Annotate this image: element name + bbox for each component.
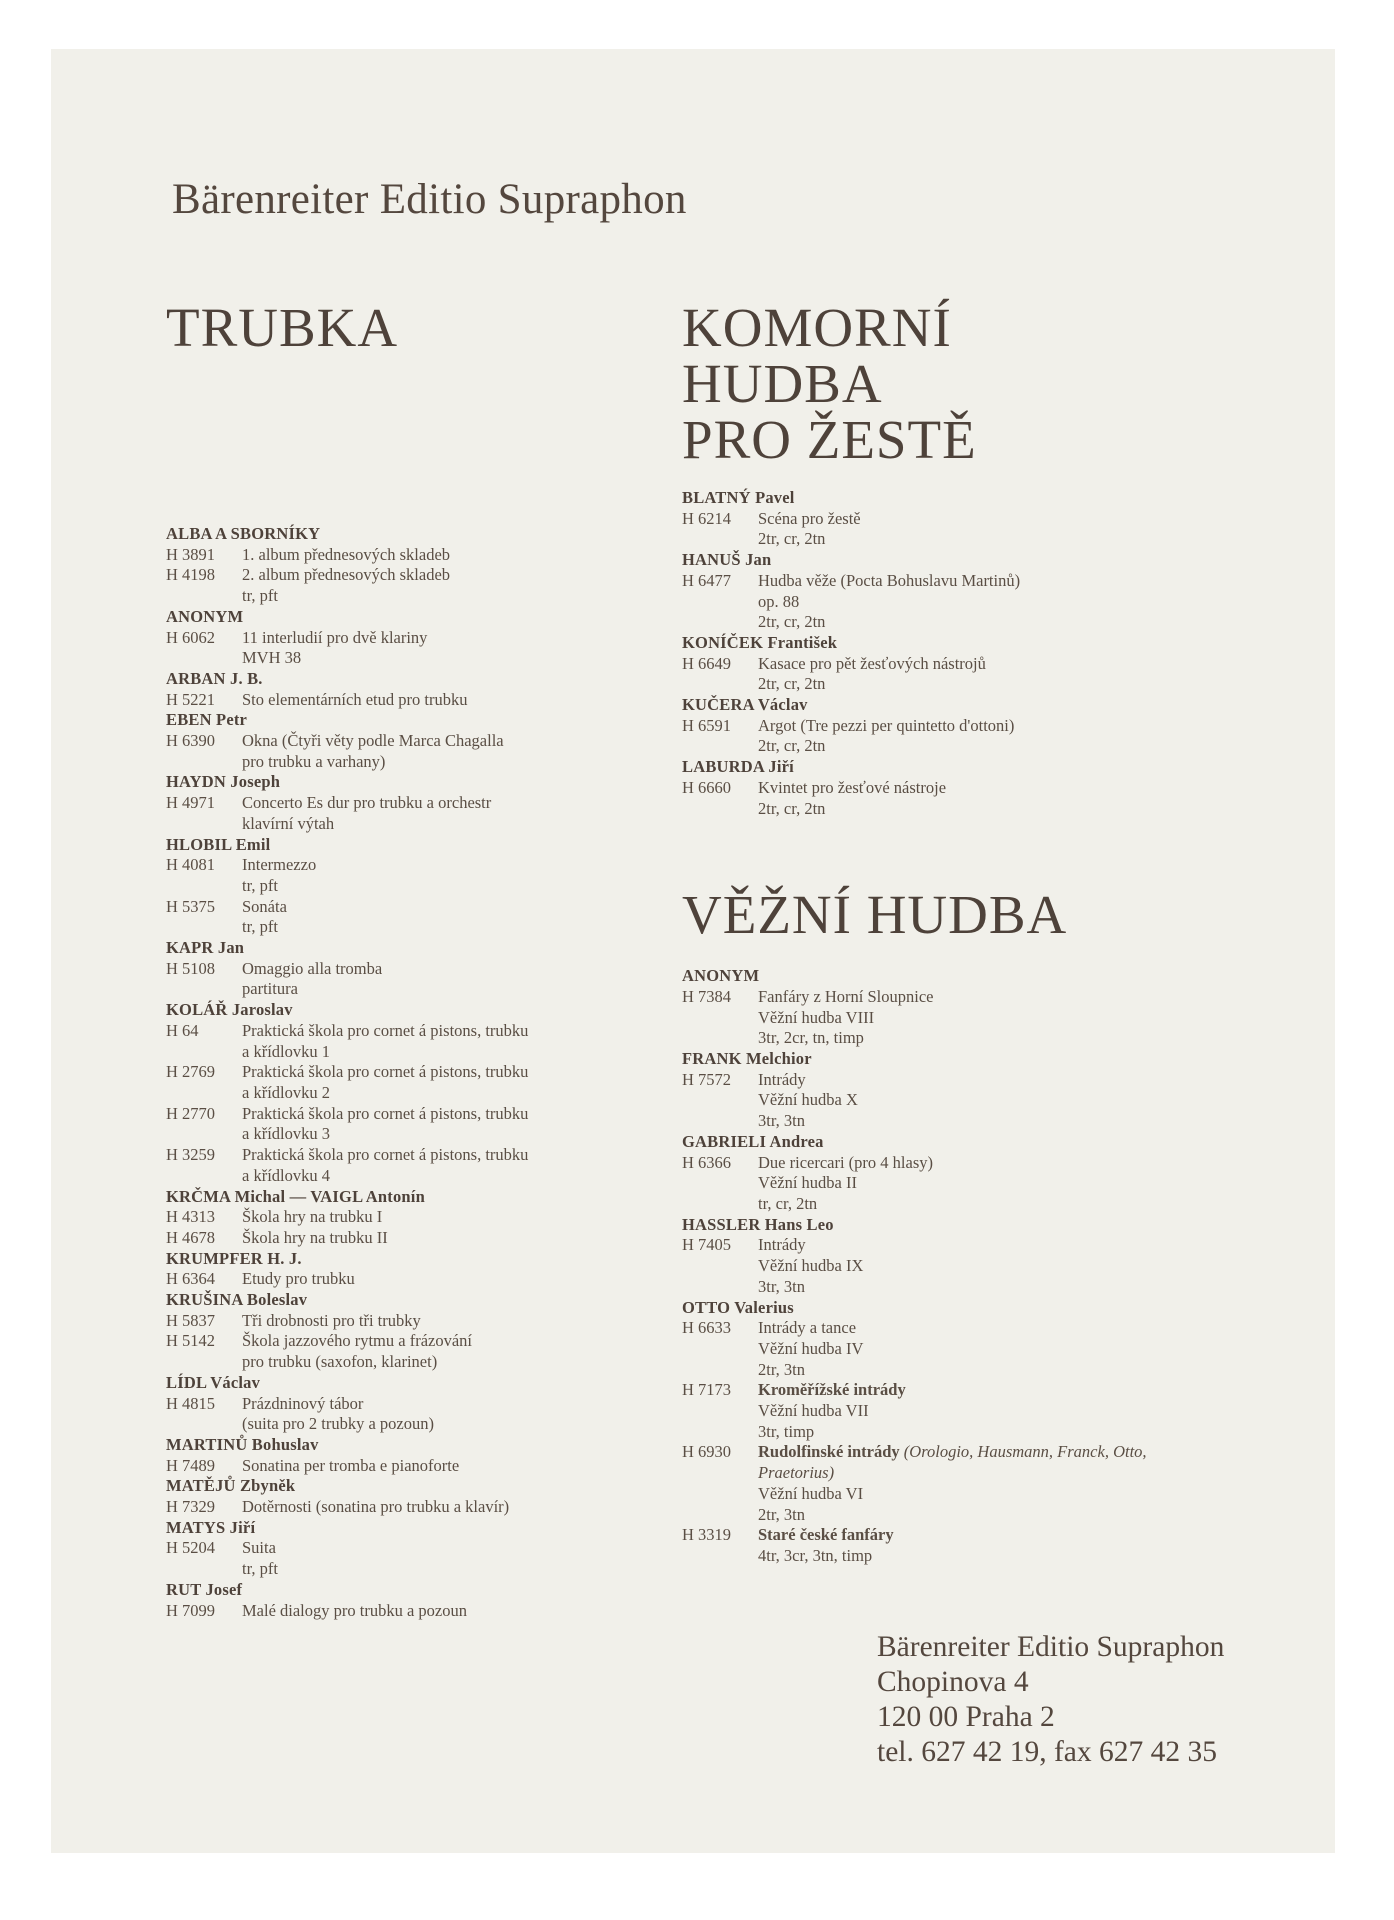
title-line: Sto elementárních etud pro trubku	[242, 689, 468, 709]
catalog-code: H 5375	[166, 896, 216, 916]
title-line: 4tr, 3cr, 3tn, timp	[758, 1545, 873, 1565]
title-line: (suita pro 2 trubky a pozoun)	[242, 1414, 434, 1434]
title-line: op. 88	[758, 591, 800, 611]
title-line: a křídlovku 4	[242, 1165, 330, 1185]
address-line: tel. 627 42 19, fax 627 42 35	[877, 1736, 1218, 1768]
title-line: Fanfáry z Horní Sloupnice	[758, 986, 934, 1006]
title-line: Věžní hudba X	[758, 1090, 858, 1110]
author-name: ANONYM	[166, 606, 244, 626]
title-line: Praktická škola pro cornet á pistons, trubku	[242, 1062, 529, 1082]
catalog-code: H 6633	[682, 1318, 732, 1338]
catalog-title	[758, 571, 1202, 633]
catalog-code: H 3891	[166, 544, 216, 564]
title-line: Intrády	[758, 1069, 806, 1089]
title-line: Věžní hudba IX	[758, 1256, 864, 1276]
catalog-code: H 2770	[166, 1103, 216, 1123]
catalog-title	[242, 1311, 616, 1332]
catalog-title	[242, 1394, 616, 1435]
bold-title: Staré české fanfáry	[758, 1525, 894, 1545]
catalog-item	[166, 793, 616, 834]
catalog-code: H 6660	[682, 777, 732, 797]
catalog-item	[166, 1269, 616, 1290]
author-name: KRČMA Michal — VAIGL Antonín	[166, 1186, 425, 1206]
catalog-item	[682, 1380, 1202, 1442]
title-line: 2tr, cr, 2tn	[758, 736, 826, 756]
catalog-title	[758, 1525, 1202, 1566]
catalog-code: H 4198	[166, 565, 216, 585]
author-name: KONÍČEK František	[682, 632, 838, 652]
catalog-title	[242, 1497, 616, 1518]
title-line: Scéna pro žestě	[758, 508, 861, 528]
title-line: Malé dialogy pro trubku a pozoun	[242, 1600, 467, 1620]
catalog-title	[242, 1456, 616, 1477]
title-line: 2tr, cr, 2tn	[758, 798, 826, 818]
title-line: Věžní hudba VIII	[758, 1007, 875, 1027]
catalog-item	[682, 987, 1202, 1049]
publisher-address	[877, 1630, 1224, 1770]
catalog-code: H 7384	[682, 986, 732, 1006]
author-name: KOLÁŘ Jaroslav	[166, 1000, 293, 1020]
author-name: GABRIELI Andrea	[682, 1131, 824, 1151]
catalog-title	[758, 1153, 1202, 1215]
catalog-item	[166, 545, 616, 566]
title-line: Intrády	[758, 1235, 806, 1255]
catalog-title	[242, 1062, 616, 1103]
title-line: tr, pft	[242, 875, 278, 895]
title-line: 11 interludií pro dvě klariny	[242, 627, 428, 647]
catalog-item	[682, 1318, 1202, 1380]
title-line: Kasace pro pět žesťových nástrojů	[758, 653, 986, 673]
title-line	[758, 1525, 1202, 1546]
catalog-code: H 7489	[166, 1455, 216, 1475]
title-line	[758, 1380, 1202, 1401]
title-line: pro trubku (saxofon, klarinet)	[242, 1352, 438, 1372]
title-line: Věžní hudba II	[758, 1173, 857, 1193]
catalog-item	[166, 1497, 616, 1518]
catalog-item	[682, 1153, 1202, 1215]
author-name: HAYDN Joseph	[166, 772, 281, 792]
catalog-code: H 5108	[166, 958, 216, 978]
catalog-title	[242, 1207, 616, 1228]
vezni-heading: VĚŽNÍ HUDBA	[682, 884, 1068, 946]
catalog-title	[242, 1228, 616, 1249]
title-line: tr, pft	[242, 1559, 278, 1579]
title-line: Kvintet pro žesťové nástroje	[758, 777, 947, 797]
title-line: Dotěrnosti (sonatina pro trubku a klavír)	[242, 1497, 510, 1517]
catalog-title	[242, 1104, 616, 1145]
catalog-item	[682, 1442, 1202, 1525]
catalog-item	[166, 690, 616, 711]
title-line: Argot (Tre pezzi per quintetto d'ottoni)	[758, 715, 1015, 735]
catalog-code: H 7099	[166, 1600, 216, 1620]
title-line: 3tr, 3tn	[758, 1276, 806, 1296]
catalog-code: H 6477	[682, 570, 732, 590]
title-line: 2tr, cr, 2tn	[758, 529, 826, 549]
catalog-code: H 3259	[166, 1145, 216, 1165]
catalog-item	[166, 1062, 616, 1103]
catalog-item	[166, 1311, 616, 1332]
author-name: HLOBIL Emil	[166, 834, 271, 854]
catalog-title	[242, 1021, 616, 1062]
catalog-title	[242, 565, 616, 606]
trubka-entries	[166, 524, 616, 1621]
title-line: a křídlovku 1	[242, 1041, 330, 1061]
title-line: Etudy pro trubku	[242, 1269, 355, 1289]
catalog-code: H 7329	[166, 1497, 216, 1517]
title-line: Věžní hudba VI	[758, 1483, 864, 1503]
catalog-code: H 5204	[166, 1538, 216, 1558]
catalog-title	[758, 1380, 1202, 1442]
title-line: tr, cr, 2tn	[758, 1193, 818, 1213]
title-line: Okna (Čtyři věty podle Marca Chagalla	[242, 731, 504, 751]
title-line: Intrády a tance	[758, 1318, 857, 1338]
catalog-item	[682, 571, 1202, 633]
komorni-heading-line: HUDBA	[682, 353, 883, 414]
catalog-item	[166, 731, 616, 772]
title-line: 2tr, cr, 2tn	[758, 612, 826, 632]
catalog-code: H 6390	[166, 731, 216, 751]
catalog-item	[166, 1145, 616, 1186]
title-line: Prázdninový tábor	[242, 1393, 364, 1413]
catalog-code: H 6649	[682, 653, 732, 673]
catalog-item	[166, 1601, 616, 1622]
address-line: Chopinova 4	[877, 1666, 1029, 1698]
catalog-title	[242, 1269, 616, 1290]
catalog-item	[166, 1104, 616, 1145]
bold-title: Kroměřížské intrády	[758, 1380, 906, 1400]
title-line: partitura	[242, 979, 298, 999]
author-name: OTTO Valerius	[682, 1297, 794, 1317]
catalog-title	[242, 690, 616, 711]
catalog-code: H 4081	[166, 855, 216, 875]
title-line: a křídlovku 2	[242, 1082, 330, 1102]
title-line: Concerto Es dur pro trubku a orchestr	[242, 793, 492, 813]
title-line: a křídlovku 3	[242, 1124, 330, 1144]
catalog-item	[166, 565, 616, 606]
title-line: Věžní hudba VII	[758, 1401, 869, 1421]
title-line: Omaggio alla tromba	[242, 958, 383, 978]
author-name: EBEN Petr	[166, 710, 248, 730]
title-line: Sonáta	[242, 896, 287, 916]
catalog-item	[166, 897, 616, 938]
catalog-item	[682, 716, 1202, 757]
catalog-title	[242, 855, 616, 896]
catalog-item	[166, 1228, 616, 1249]
title-line: Praktická škola pro cornet á pistons, trubku	[242, 1103, 529, 1123]
title-line: 1. album přednesových skladeb	[242, 544, 451, 564]
catalog-code: H 7405	[682, 1235, 732, 1255]
catalog-code: H 6591	[682, 715, 732, 735]
catalog-title	[758, 1442, 1202, 1525]
komorni-heading-line: KOMORNÍ	[682, 297, 952, 358]
title-line	[758, 1442, 1202, 1483]
catalog-item	[166, 628, 616, 669]
author-name: KUČERA Václav	[682, 695, 808, 715]
author-name: ALBA A SBORNÍKY	[166, 524, 321, 543]
author-name: LÍDL Václav	[166, 1372, 261, 1392]
catalog-item	[682, 654, 1202, 695]
title-line: Suita	[242, 1538, 276, 1558]
catalog-code: H 7173	[682, 1380, 732, 1400]
catalog-title	[758, 778, 1202, 819]
catalog-code: H 6364	[166, 1269, 216, 1289]
author-name: KRUMPFER H. J.	[166, 1248, 302, 1268]
title-line: tr, pft	[242, 586, 278, 606]
komorni-heading-line: PRO ŽESTĚ	[682, 409, 977, 470]
catalog-title	[242, 1145, 616, 1186]
address-line: Bärenreiter Editio Supraphon	[877, 1631, 1225, 1663]
catalog-item	[166, 1207, 616, 1228]
author-name: RUT Josef	[166, 1579, 243, 1599]
catalog-code: H 7572	[682, 1069, 732, 1089]
catalog-title	[758, 509, 1202, 550]
catalog-item	[166, 1331, 616, 1372]
author-name: FRANK Melchior	[682, 1049, 812, 1069]
catalog-item	[166, 1456, 616, 1477]
title-line: Sonatina per tromba e pianoforte	[242, 1455, 460, 1475]
catalog-code: H 6366	[682, 1152, 732, 1172]
title-line: Intermezzo	[242, 855, 317, 875]
trubka-heading: TRUBKA	[166, 297, 399, 358]
title-line: 2tr, cr, 2tn	[758, 674, 826, 694]
catalog-code: H 4313	[166, 1207, 216, 1227]
title-line: Škola hry na trubku I	[242, 1207, 383, 1227]
catalog-title	[242, 793, 616, 834]
catalog-code: H 5221	[166, 689, 216, 709]
author-name: MATĚJŮ Zbyněk	[166, 1476, 296, 1496]
catalog-code: H 64	[166, 1020, 199, 1040]
author-name: LABURDA Jiří	[682, 757, 794, 777]
title-line: Škola jazzového rytmu a frázování	[242, 1331, 472, 1351]
catalog-code: H 5837	[166, 1310, 216, 1330]
catalog-title	[758, 1318, 1202, 1380]
catalog-title	[242, 1331, 616, 1372]
catalog-code: H 6930	[682, 1442, 732, 1462]
catalog-title	[242, 1538, 616, 1579]
komorni-heading	[682, 297, 1202, 470]
title-line: 3tr, 3tn	[758, 1111, 806, 1131]
catalog-code: H 2769	[166, 1062, 216, 1082]
catalog-title	[242, 959, 616, 1000]
catalog-item	[166, 855, 616, 896]
catalog-title	[242, 1601, 616, 1622]
title-line: Věžní hudba IV	[758, 1338, 864, 1358]
catalog-code: H 4971	[166, 793, 216, 813]
author-name: ANONYM	[682, 966, 760, 986]
catalog-title	[242, 897, 616, 938]
catalog-item	[166, 1394, 616, 1435]
catalog-item	[682, 778, 1202, 819]
catalog-title	[242, 731, 616, 772]
catalog-title	[758, 987, 1202, 1049]
title-line: Hudba věže (Pocta Bohuslavu Martinů)	[758, 570, 1021, 590]
vezni-entries	[682, 966, 1202, 1566]
title-line: 3tr, timp	[758, 1421, 815, 1441]
title-line: 2. album přednesových skladeb	[242, 565, 451, 585]
right-column	[682, 297, 1202, 1567]
catalog-code: H 5142	[166, 1331, 216, 1351]
title-line: klavírní výtah	[242, 813, 335, 833]
catalog-title	[758, 1235, 1202, 1297]
title-line: Tři drobnosti pro tři trubky	[242, 1310, 421, 1330]
catalog-code: H 6062	[166, 627, 216, 647]
author-name: KAPR Jan	[166, 938, 245, 958]
komorni-entries	[682, 488, 1202, 819]
catalog-item	[682, 1070, 1202, 1132]
author-name: KRUŠINA Boleslav	[166, 1290, 308, 1310]
catalog-item	[166, 1021, 616, 1062]
title-line: 3tr, 2cr, tn, timp	[758, 1028, 864, 1048]
title-line: tr, pft	[242, 917, 278, 937]
author-name: MATYS Jiří	[166, 1517, 256, 1537]
catalog-title	[242, 628, 616, 669]
catalog-code: H 4815	[166, 1393, 216, 1413]
catalog-item	[166, 1538, 616, 1579]
title-line: MVH 38	[242, 648, 302, 668]
author-name: BLATNÝ Pavel	[682, 488, 795, 507]
title-line: 2tr, 3tn	[758, 1504, 806, 1524]
catalog-item	[682, 1235, 1202, 1297]
title-line: pro trubku a varhany)	[242, 751, 386, 771]
trubka-column	[166, 297, 616, 1621]
catalog-code: H 3319	[682, 1525, 732, 1545]
author-name: HASSLER Hans Leo	[682, 1214, 834, 1234]
author-name: MARTINŮ Bohuslav	[166, 1434, 319, 1454]
catalog-title	[758, 654, 1202, 695]
address-line: 120 00 Praha 2	[877, 1701, 1055, 1733]
title-line: Praktická škola pro cornet á pistons, trubku	[242, 1020, 529, 1040]
catalog-item	[682, 1525, 1202, 1566]
catalog-code: H 6214	[682, 508, 732, 528]
title-line: Praktická škola pro cornet á pistons, trubku	[242, 1145, 529, 1165]
catalog-item	[682, 509, 1202, 550]
italic-note: (Orologio, Hausmann, Franck, Otto, Praetorius)	[758, 1442, 1147, 1483]
title-line: Škola hry na trubku II	[242, 1227, 388, 1247]
catalog-item	[166, 959, 616, 1000]
author-name: ARBAN J. B.	[166, 668, 263, 688]
author-name: HANUŠ Jan	[682, 550, 772, 570]
catalog-title	[758, 1070, 1202, 1132]
title-line: 2tr, 3tn	[758, 1359, 806, 1379]
catalog-title	[758, 716, 1202, 757]
title-line: Due ricercari (pro 4 hlasy)	[758, 1152, 933, 1172]
publisher-title: Bärenreiter Editio Supraphon	[172, 176, 687, 223]
catalog-title	[242, 545, 616, 566]
bold-title: Rudolfinské intrády	[758, 1442, 900, 1462]
catalog-code: H 4678	[166, 1227, 216, 1247]
